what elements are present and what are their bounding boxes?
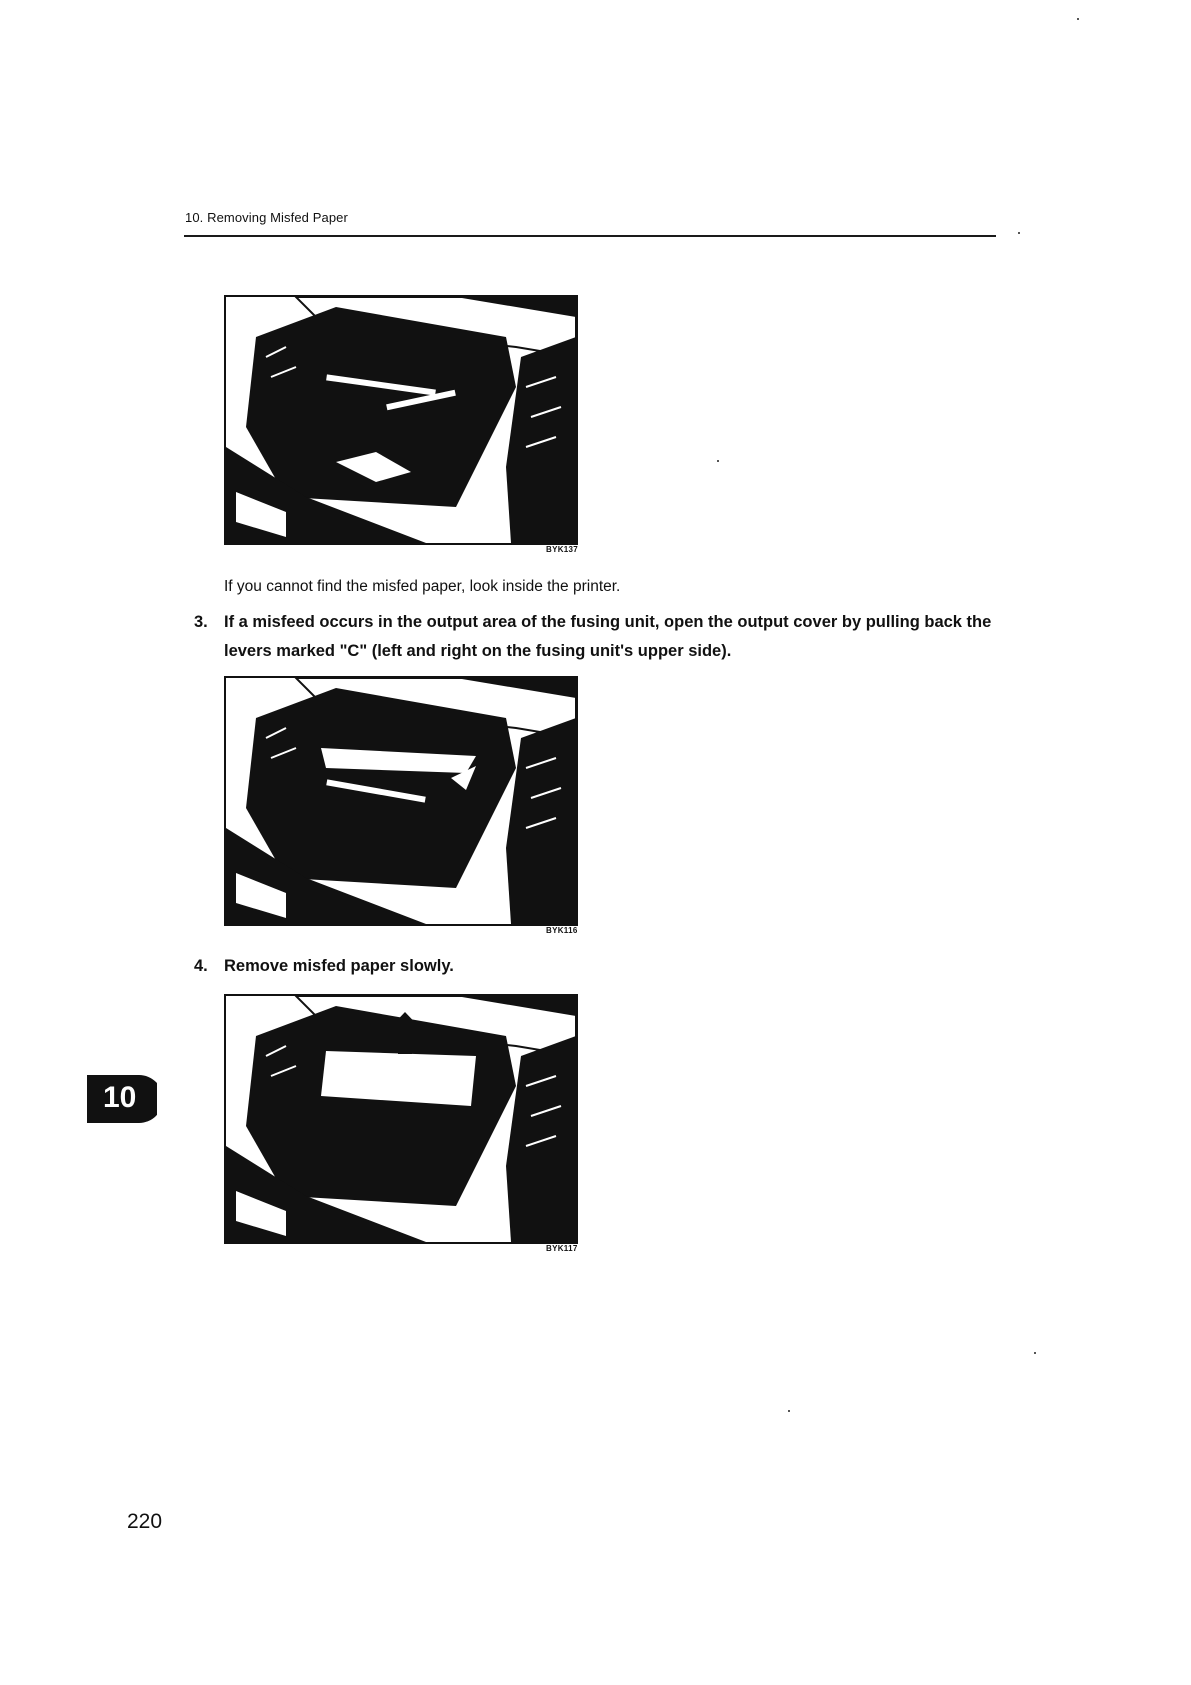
figure-1-printer-illustration — [224, 295, 578, 545]
scan-speck — [788, 1410, 790, 1412]
figure-3-printer-illustration — [224, 994, 578, 1244]
header-rule — [184, 235, 996, 237]
printer-illustration-icon — [226, 678, 576, 924]
printer-illustration-icon — [226, 996, 576, 1242]
step-number: 4. — [194, 957, 208, 975]
page-number: 220 — [127, 1510, 163, 1533]
printer-illustration-icon — [226, 297, 576, 543]
scan-speck — [1018, 232, 1020, 234]
scan-speck — [1077, 18, 1079, 20]
step-number: 3. — [194, 613, 208, 631]
note-text: If you cannot find the misfed paper, look inside the printer. — [224, 578, 621, 595]
step-3 — [194, 608, 994, 668]
scan-speck — [1034, 1352, 1036, 1354]
figure-1-code: BYK137 — [546, 545, 579, 554]
running-header: 10. Removing Misfed Paper — [185, 210, 348, 225]
step-text: If a misfeed occurs in the output area of the fusing unit, open the output cover by pulling back the levers marked "C" (left and right on the fusing unit's upper side). — [224, 613, 992, 660]
chapter-tab-label: 10 — [103, 1081, 137, 1114]
step-text: Remove misfed paper slowly. — [224, 957, 454, 975]
figure-2-code: BYK116 — [546, 926, 578, 935]
scan-speck — [717, 460, 719, 462]
chapter-tab — [87, 1075, 157, 1123]
figure-2-printer-illustration — [224, 676, 578, 926]
figure-3-code: BYK117 — [546, 1244, 578, 1253]
step-4 — [194, 952, 994, 982]
